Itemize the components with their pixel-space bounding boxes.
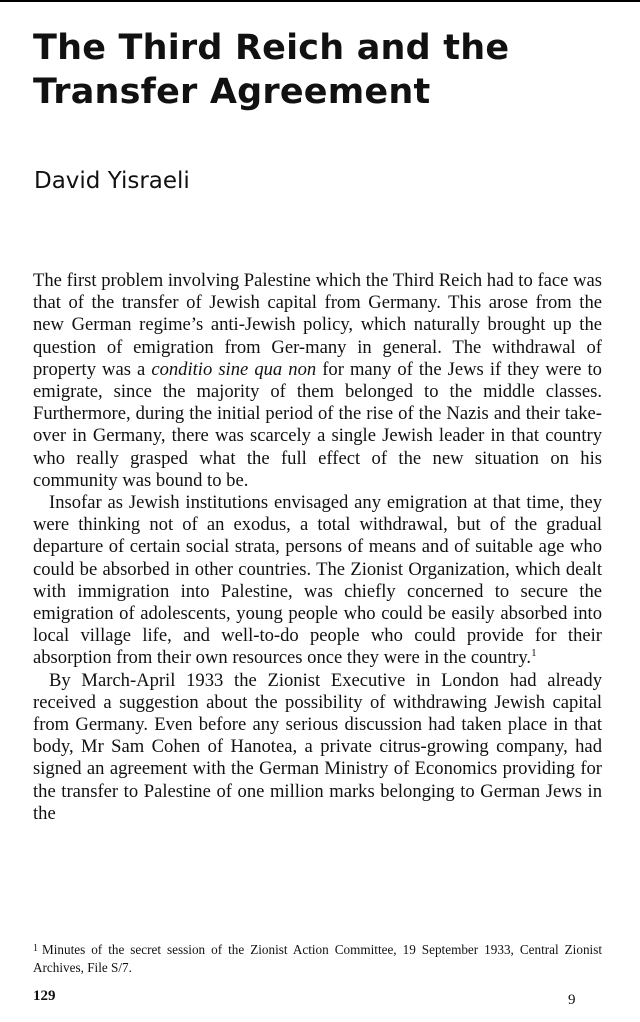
latin-phrase: conditio sine qua non [151,358,317,380]
footnote-reference[interactable]: 1 [531,647,537,660]
top-rule [0,0,640,2]
paragraph-2 [33,492,602,670]
article-author: David Yisraeli [34,168,190,194]
paragraph-3 [33,670,602,825]
article-title: The Third Reich and the Transfer Agreement [33,28,510,112]
footnote-number: 1 [33,943,38,954]
page-number-right: 9 [568,992,576,1008]
footnote [33,940,602,977]
paragraph-1-text-a: The first problem involving Palestine which the Third Reich had to face was that of the transfer of Jewish capital from Germany. This arose from the new German regime’s anti-Jewish policy, which naturally brought up the question of emigration from Ger-many in general. The withdrawal of property was a [33,270,602,380]
paragraph-3-text: By March-April 1933 the Zionist Executive in London had already received a suggestion about the possibility of withdrawing Jewish capital from Germany. Even before any serious discussion had taken place in that body, Mr Sam Cohen of Hanotea, a private citrus-growing company, had signed an agreement with the German Ministry of Economics providing for the transfer to Palestine of one million marks belonging to German Jews in the [33,669,602,824]
footnote-text: Minutes of the secret session of the Zionist Action Committee, 19 September 1933, Central Zionist Archives, File S/7. [33,942,602,975]
page-number-left: 129 [33,988,56,1004]
paragraph-1 [33,270,602,492]
article-body [33,270,602,825]
paragraph-1-text-b: for many of the Jews if they were to emigrate, since the majority of them belonged to the middle classes. Furthermore, during the initial period of the rise of the Nazis and their take-over in Germany, there was scarcely a single Jewish leader in that country who really grasped what the full effect of the new situation on his community was bound to be. [33,358,602,491]
paragraph-2-text: Insofar as Jewish institutions envisaged any emigration at that time, they were thinking not of an exodus, a total withdrawal, but of the gradual departure of certain social strata, persons of means and of suitable age who could be absorbed in other countries. The Zionist Organization, which dealt with immigration into Palestine, was chiefly concerned to secure the emigration of adolescents, young people who could be easily absorbed into local village life, and well-to-do people who could provide for their absorption from their own resources once they were in the country. [33,492,602,669]
